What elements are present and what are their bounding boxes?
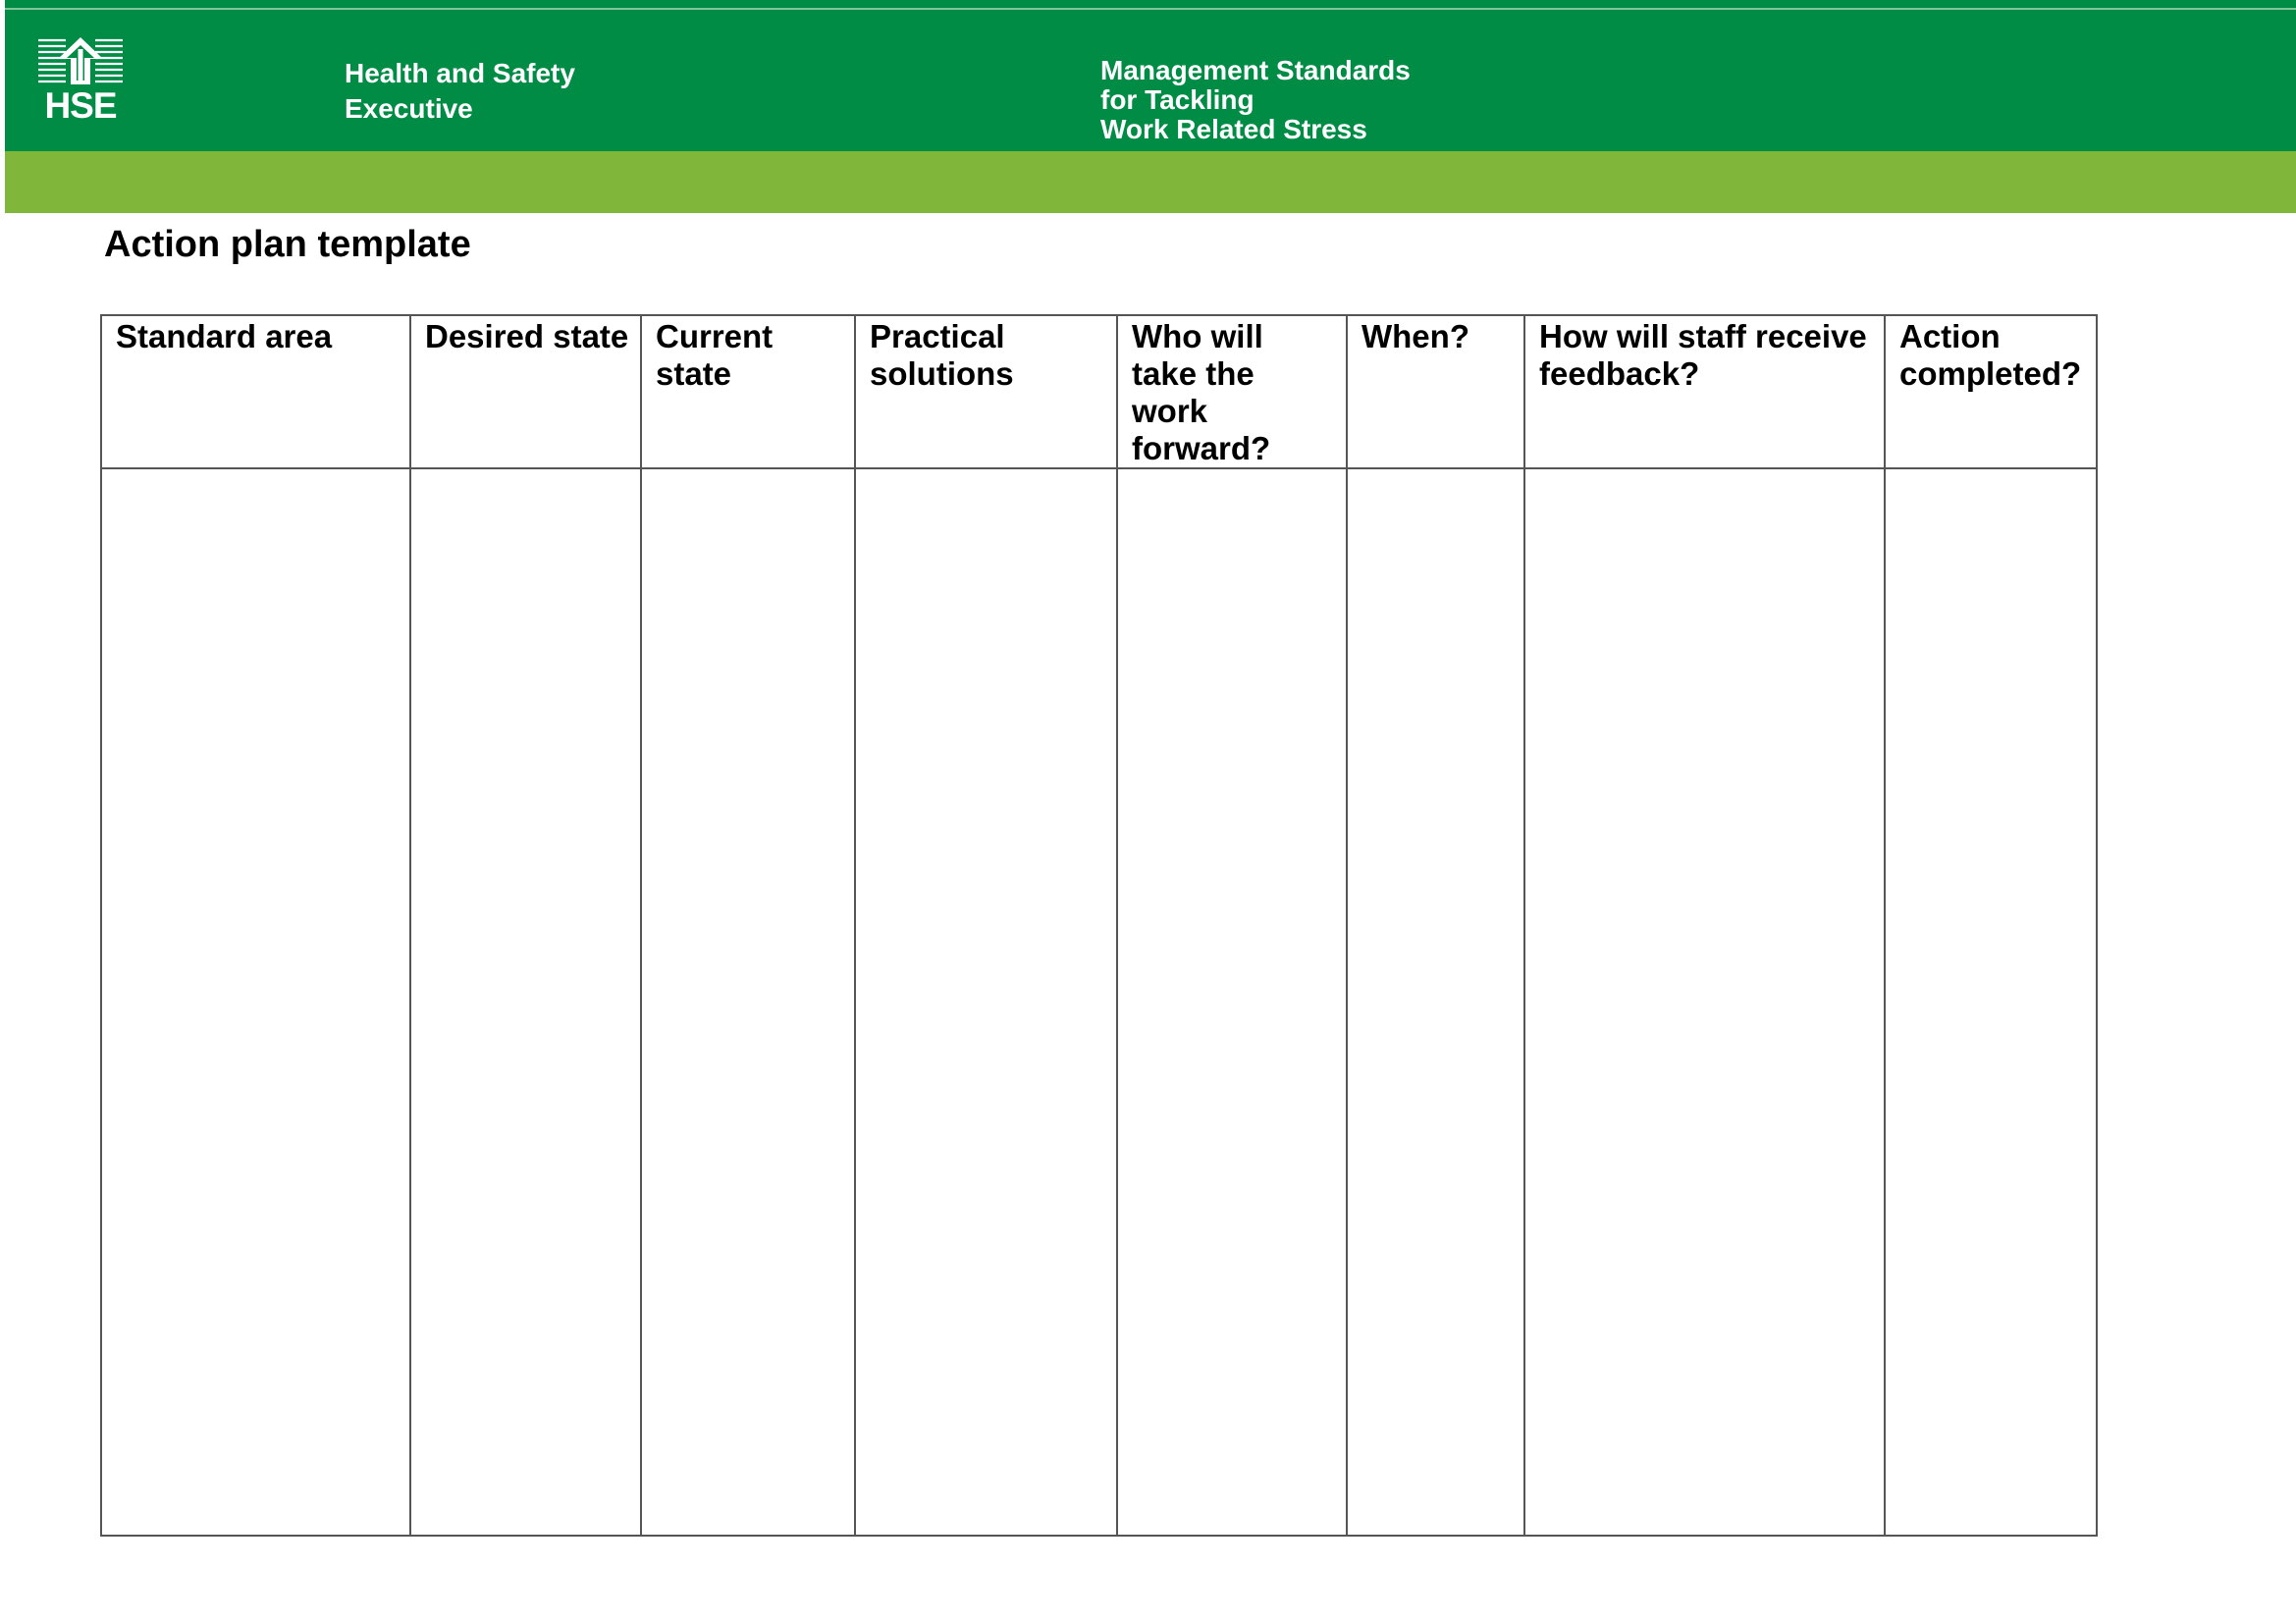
logo-wordmark: HSE [44,85,117,126]
organisation-name [345,56,575,127]
table-row [101,468,2097,1536]
hse-logo [36,35,125,126]
document-series-title-line-3: Work Related Stress [1100,114,1367,144]
action-plan-table [100,314,2098,1537]
column-header-action-completed: Action completed? [1885,315,2097,468]
page-title: Action plan template [104,224,471,265]
cell-staff-feedback[interactable] [1524,468,1885,1536]
column-header-who-will-take-forward: Who will take the work forward? [1117,315,1347,468]
column-header-desired-state: Desired state [410,315,641,468]
header-top-rule [5,8,2296,10]
cell-action-completed[interactable] [1885,468,2097,1536]
document-series-title-line-1: Management Standards [1100,55,1411,85]
cell-current-state[interactable] [641,468,855,1536]
column-header-standard-area: Standard area [101,315,410,468]
cell-desired-state[interactable] [410,468,641,1536]
column-header-staff-feedback: How will staff receive feedback? [1524,315,1885,468]
column-header-current-state: Current state [641,315,855,468]
cell-who-will-take-forward[interactable] [1117,468,1347,1536]
table-header-row [101,315,2097,468]
document-series-title [1100,56,1411,144]
cell-standard-area[interactable] [101,468,410,1536]
organisation-name-line-2: Executive [345,93,473,124]
column-header-when: When? [1347,315,1524,468]
column-header-practical-solutions: Practical solutions [855,315,1117,468]
cell-practical-solutions[interactable] [855,468,1117,1536]
organisation-name-line-1: Health and Safety [345,58,575,88]
header-accent-band [5,151,2296,213]
cell-when[interactable] [1347,468,1524,1536]
hse-emblem-icon [36,35,125,86]
document-series-title-line-2: for Tackling [1100,84,1255,115]
